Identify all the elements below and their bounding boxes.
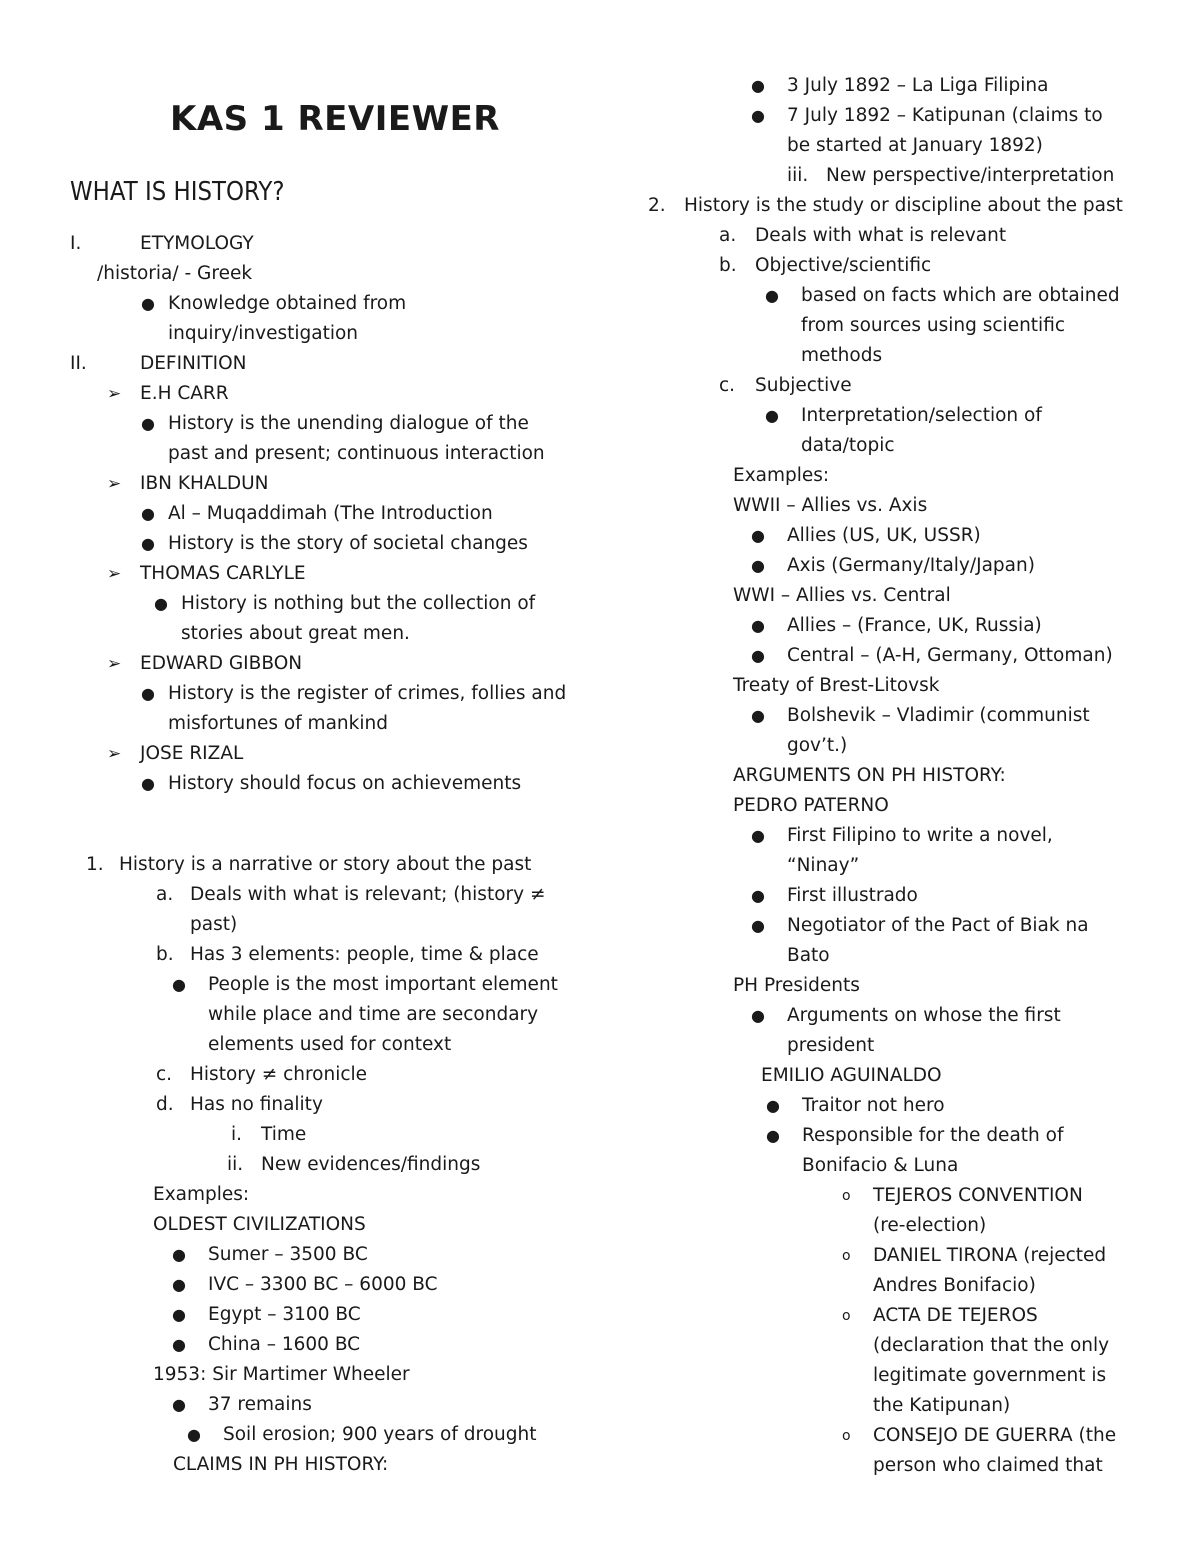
circle-bullet-icon: o [842,1308,851,1324]
left-column-line: History is nothing but the collection of [181,593,536,614]
right-column-line: ARGUMENTS ON PH HISTORY: [733,765,1006,786]
left-column-line: Sumer – 3500 BC [208,1244,368,1265]
left-column-line: IVC – 3300 BC – 6000 BC [208,1274,438,1295]
right-column-line: methods [801,345,883,366]
right-column-line: Interpretation/selection of [801,405,1042,426]
right-column-line: “Ninay” [787,855,860,876]
arrow-bullet-icon: ➢ [107,744,122,764]
left-column-line: CLAIMS IN PH HISTORY: [173,1454,389,1475]
right-column-line: DANIEL TIRONA (rejected [873,1245,1107,1266]
right-column-line: History is the study or discipline about the past [684,195,1123,216]
bullet-icon: ● [751,646,765,665]
left-column-line: THOMAS CARLYLE [140,563,306,584]
bullet-icon: ● [172,1305,186,1324]
bullet-icon: ● [172,1335,186,1354]
left-column-line: History is a narrative or story about the past [119,854,532,875]
list-number: iii. [787,165,809,186]
arrow-bullet-icon: ➢ [107,384,122,404]
list-number: 2. [648,195,666,216]
list-number: c. [156,1064,173,1085]
left-column-line: 37 remains [208,1394,312,1415]
circle-bullet-icon: o [842,1428,851,1444]
section-heading: WHAT IS HISTORY? [70,177,285,207]
bullet-icon: ● [751,106,765,125]
right-column-line: Bato [787,945,830,966]
left-column-line: IBN KHALDUN [140,473,269,494]
right-column-line: PH Presidents [733,975,860,996]
right-column-line: president [787,1035,875,1056]
bullet-icon: ● [766,1096,780,1115]
right-column-line: Negotiator of the Pact of Biak na [787,915,1089,936]
right-column-line: Central – (A-H, Germany, Ottoman) [787,645,1113,666]
left-column-line: while place and time are secondary [208,1004,539,1025]
bullet-icon: ● [172,1245,186,1264]
right-column-line: data/topic [801,435,895,456]
right-column-line: WWI – Allies vs. Central [733,585,951,606]
bullet-icon: ● [141,684,155,703]
left-column-line: elements used for context [208,1034,452,1055]
left-column-line: misfortunes of mankind [168,713,388,734]
right-column-line: TEJEROS CONVENTION [873,1185,1083,1206]
right-column-line: be started at January 1892) [787,135,1043,156]
bullet-icon: ● [751,76,765,95]
right-column-line: New perspective/interpretation [826,165,1115,186]
list-number: i. [231,1124,243,1145]
right-column-line: Andres Bonifacio) [873,1275,1036,1296]
bullet-icon: ● [751,616,765,635]
circle-bullet-icon: o [842,1188,851,1204]
bullet-icon: ● [141,534,155,553]
left-column-line: /historia/ - Greek [97,263,253,284]
bullet-icon: ● [141,294,155,313]
list-number: I. [70,233,82,254]
left-column-line: Egypt – 3100 BC [208,1304,361,1325]
left-column-line: past and present; continuous interaction [168,443,545,464]
left-column-line: E.H CARR [140,383,229,404]
list-number: c. [719,375,736,396]
left-column-line: Al – Muqaddimah (The Introduction [168,503,493,524]
left-column-line: Soil erosion; 900 years of drought [223,1424,537,1445]
right-column-line: person who claimed that [873,1455,1103,1476]
left-column-line: past) [190,914,238,935]
bullet-icon: ● [141,414,155,433]
right-column-line: Bonifacio & Luna [802,1155,959,1176]
right-column-line: First illustrado [787,885,918,906]
right-column-line: CONSEJO DE GUERRA (the [873,1425,1117,1446]
bullet-icon: ● [751,526,765,545]
bullet-icon: ● [751,556,765,575]
right-column-line: based on facts which are obtained [801,285,1120,306]
bullet-icon: ● [154,594,168,613]
left-column-line: Has no finality [190,1094,323,1115]
right-column-line: from sources using scientific [801,315,1066,336]
right-column-line: EMILIO AGUINALDO [761,1065,942,1086]
bullet-icon: ● [766,1126,780,1145]
left-column-line: inquiry/investigation [168,323,359,344]
right-column-line: Allies (US, UK, USSR) [787,525,981,546]
right-column-line: Responsible for the death of [802,1125,1064,1146]
right-column-line: (re-election) [873,1215,987,1236]
left-column-line: Time [261,1124,307,1145]
document-title: KAS 1 REVIEWER [170,99,500,139]
bullet-icon: ● [751,916,765,935]
left-column-line: History is the story of societal changes [168,533,528,554]
right-column-line: Treaty of Brest-Litovsk [733,675,940,696]
arrow-bullet-icon: ➢ [107,654,122,674]
bullet-icon: ● [765,406,779,425]
right-column-line: 7 July 1892 – Katipunan (claims to [787,105,1103,126]
left-column-line: Examples: [153,1184,250,1205]
right-column-line: Arguments on whose the first [787,1005,1061,1026]
list-number: d. [156,1094,174,1115]
right-column-line: gov’t.) [787,735,848,756]
left-column-line: Deals with what is relevant; (history ≠ [190,884,546,905]
list-number: ii. [227,1154,244,1175]
right-column-line: the Katipunan) [873,1395,1011,1416]
left-column-line: China – 1600 BC [208,1334,361,1355]
left-column-line: Knowledge obtained from [168,293,407,314]
right-column-line: ACTA DE TEJEROS [873,1305,1038,1326]
right-column-line: Bolshevik – Vladimir (communist [787,705,1090,726]
bullet-icon: ● [172,1395,186,1414]
right-column-line: Axis (Germany/Italy/Japan) [787,555,1035,576]
bullet-icon: ● [141,504,155,523]
left-column-line: EDWARD GIBBON [140,653,303,674]
right-column-line: Subjective [755,375,852,396]
bullet-icon: ● [751,826,765,845]
bullet-icon: ● [141,774,155,793]
left-column-line: Has 3 elements: people, time & place [190,944,539,965]
right-column-line: Objective/scientific [755,255,932,276]
bullet-icon: ● [751,886,765,905]
bullet-icon: ● [172,1275,186,1294]
list-number: a. [719,225,737,246]
arrow-bullet-icon: ➢ [107,474,122,494]
left-column-line: OLDEST CIVILIZATIONS [153,1214,366,1235]
right-column-line: PEDRO PATERNO [733,795,889,816]
right-column-line: 3 July 1892 – La Liga Filipina [787,75,1049,96]
right-column-line: Traitor not hero [802,1095,945,1116]
right-column-line: WWII – Allies vs. Axis [733,495,928,516]
list-number: b. [156,944,174,965]
list-number: b. [719,255,737,276]
bullet-icon: ● [751,1006,765,1025]
left-column-line: History should focus on achievements [168,773,522,794]
arrow-bullet-icon: ➢ [107,564,122,584]
list-number: 1. [86,854,104,875]
left-column-line: People is the most important element [208,974,558,995]
left-column-line: History is the register of crimes, follies and [168,683,567,704]
left-column-line: History is the unending dialogue of the [168,413,529,434]
right-column-line: legitimate government is [873,1365,1107,1386]
bullet-icon: ● [751,706,765,725]
left-column-line: New evidences/findings [261,1154,481,1175]
right-column-line: Allies – (France, UK, Russia) [787,615,1042,636]
left-column-line: DEFINITION [140,353,247,374]
left-column-line: JOSE RIZAL [140,743,244,764]
bullet-icon: ● [172,975,186,994]
left-column-line: stories about great men. [181,623,410,644]
bullet-icon: ● [765,286,779,305]
right-column-line: Deals with what is relevant [755,225,1007,246]
right-column-line: (declaration that the only [873,1335,1110,1356]
right-column-line: Examples: [733,465,830,486]
circle-bullet-icon: o [842,1248,851,1264]
left-column-line: ETYMOLOGY [140,233,254,254]
bullet-icon: ● [187,1425,201,1444]
list-number: a. [156,884,174,905]
left-column-line: History ≠ chronicle [190,1064,368,1085]
right-column-line: First Filipino to write a novel, [787,825,1053,846]
left-column-line: 1953: Sir Martimer Wheeler [153,1364,410,1385]
list-number: II. [70,353,87,374]
